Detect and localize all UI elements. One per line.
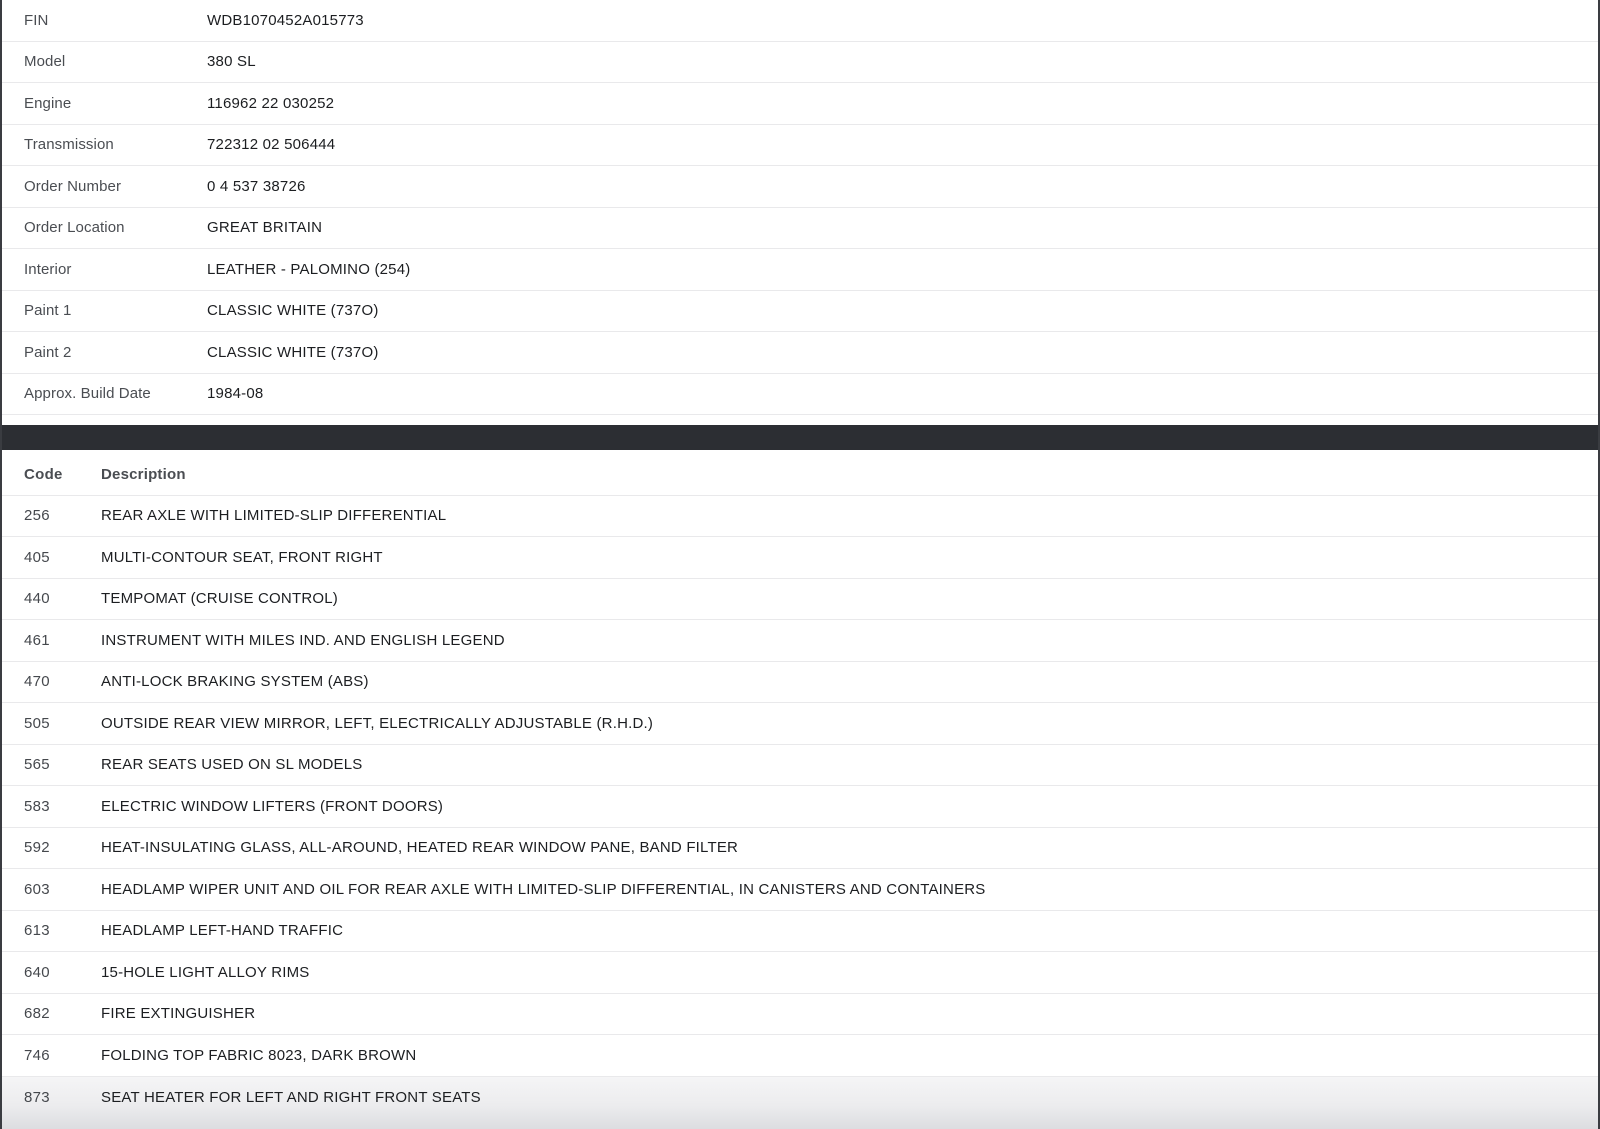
equipment-code: 405 xyxy=(24,548,50,566)
equipment-description: HEAT-INSULATING GLASS, ALL-AROUND, HEATED REAR WINDOW PANE, BAND FILTER xyxy=(101,839,739,857)
vehicle-info-row xyxy=(2,374,1598,416)
equipment-description: HEADLAMP WIPER UNIT AND OIL FOR REAR AXLE WITH LIMITED-SLIP DIFFERENTIAL, IN CANISTERS AND CONTAINERS xyxy=(101,880,986,898)
vehicle-info-row xyxy=(2,42,1598,84)
spec-label: Engine xyxy=(24,94,72,112)
spec-label: Order Location xyxy=(24,219,125,237)
vehicle-info-row xyxy=(2,249,1598,291)
spec-value: 0 4 537 38726 xyxy=(207,177,306,195)
spec-label: FIN xyxy=(24,11,49,29)
equipment-code-row xyxy=(2,828,1598,870)
code-column-header: Code xyxy=(24,465,63,483)
spec-label: Interior xyxy=(24,260,72,278)
bottom-scroll-fade-zone xyxy=(2,1077,1598,1129)
equipment-description: HEADLAMP LEFT-HAND TRAFFIC xyxy=(101,922,344,940)
spec-label: Order Number xyxy=(24,177,122,195)
equipment-code: 505 xyxy=(24,714,50,732)
equipment-description: OUTSIDE REAR VIEW MIRROR, LEFT, ELECTRICALLY ADJUSTABLE (R.H.D.) xyxy=(101,714,654,732)
equipment-code-row xyxy=(2,579,1598,621)
equipment-code: 592 xyxy=(24,839,50,857)
equipment-code-row xyxy=(2,703,1598,745)
equipment-code-row xyxy=(2,1035,1598,1077)
spec-value: 116962 22 030252 xyxy=(207,94,335,112)
spec-label: Transmission xyxy=(24,136,114,154)
equipment-code: 682 xyxy=(24,1005,50,1023)
spec-label: Paint 2 xyxy=(24,343,72,361)
equipment-description: 15-HOLE LIGHT ALLOY RIMS xyxy=(101,963,310,981)
equipment-description: REAR SEATS USED ON SL MODELS xyxy=(101,756,363,774)
spec-value: WDB1070452A015773 xyxy=(207,11,364,29)
spec-label: Approx. Build Date xyxy=(24,385,151,403)
equipment-code: 640 xyxy=(24,963,50,981)
equipment-code-row xyxy=(2,869,1598,911)
equipment-code: 746 xyxy=(24,1046,50,1064)
equipment-code: 256 xyxy=(24,507,50,525)
spec-label: Paint 1 xyxy=(24,302,72,320)
equipment-code-row xyxy=(2,620,1598,662)
equipment-code-row xyxy=(2,662,1598,704)
equipment-codes-table xyxy=(2,454,1598,1129)
equipment-code-row xyxy=(2,786,1598,828)
equipment-code-row xyxy=(2,537,1598,579)
equipment-description: ELECTRIC WINDOW LIFTERS (FRONT DOORS) xyxy=(101,797,444,815)
codes-rows-container xyxy=(2,496,1598,1077)
equipment-description: TEMPOMAT (CRUISE CONTROL) xyxy=(101,590,338,608)
spec-value: 380 SL xyxy=(207,53,256,71)
equipment-code: 440 xyxy=(24,590,50,608)
description-column-header: Description xyxy=(101,465,186,483)
equipment-description: INSTRUMENT WITH MILES IND. AND ENGLISH LEGEND xyxy=(101,631,505,649)
equipment-description: FOLDING TOP FABRIC 8023, DARK BROWN xyxy=(101,1046,417,1064)
equipment-code-row xyxy=(2,911,1598,953)
vehicle-info-row xyxy=(2,125,1598,167)
equipment-description: REAR AXLE WITH LIMITED-SLIP DIFFERENTIAL xyxy=(101,507,447,525)
vehicle-info-row xyxy=(2,0,1598,42)
equipment-code: 461 xyxy=(24,631,50,649)
vehicle-info-row xyxy=(2,332,1598,374)
equipment-code-row xyxy=(2,952,1598,994)
vehicle-info-table xyxy=(2,0,1598,415)
equipment-code-row xyxy=(2,496,1598,538)
vehicle-info-row xyxy=(2,291,1598,333)
equipment-description: FIRE EXTINGUISHER xyxy=(101,1005,256,1023)
spec-label: Model xyxy=(24,53,66,71)
equipment-code: 470 xyxy=(24,673,50,691)
equipment-description: SEAT HEATER FOR LEFT AND RIGHT FRONT SEATS xyxy=(101,1088,481,1106)
equipment-code-row xyxy=(2,994,1598,1036)
section-divider-bar xyxy=(0,425,1600,450)
vehicle-info-row xyxy=(2,83,1598,125)
spec-value: 1984-08 xyxy=(207,385,264,403)
equipment-code: 603 xyxy=(24,880,50,898)
equipment-code-row xyxy=(2,745,1598,787)
spec-value: 722312 02 506444 xyxy=(207,136,336,154)
spec-value: GREAT BRITAIN xyxy=(207,219,323,237)
equipment-code: 613 xyxy=(24,922,50,940)
spec-value: CLASSIC WHITE (737O) xyxy=(207,302,379,320)
equipment-code-row xyxy=(2,1077,1598,1119)
equipment-code: 583 xyxy=(24,797,50,815)
equipment-code: 565 xyxy=(24,756,50,774)
spec-value: LEATHER - PALOMINO (254) xyxy=(207,260,411,278)
codes-header-row xyxy=(2,454,1598,496)
vehicle-info-row xyxy=(2,208,1598,250)
equipment-description: ANTI-LOCK BRAKING SYSTEM (ABS) xyxy=(101,673,369,691)
vehicle-info-row xyxy=(2,166,1598,208)
equipment-code: 873 xyxy=(24,1088,50,1106)
equipment-description: MULTI-CONTOUR SEAT, FRONT RIGHT xyxy=(101,548,383,566)
spec-value: CLASSIC WHITE (737O) xyxy=(207,343,379,361)
